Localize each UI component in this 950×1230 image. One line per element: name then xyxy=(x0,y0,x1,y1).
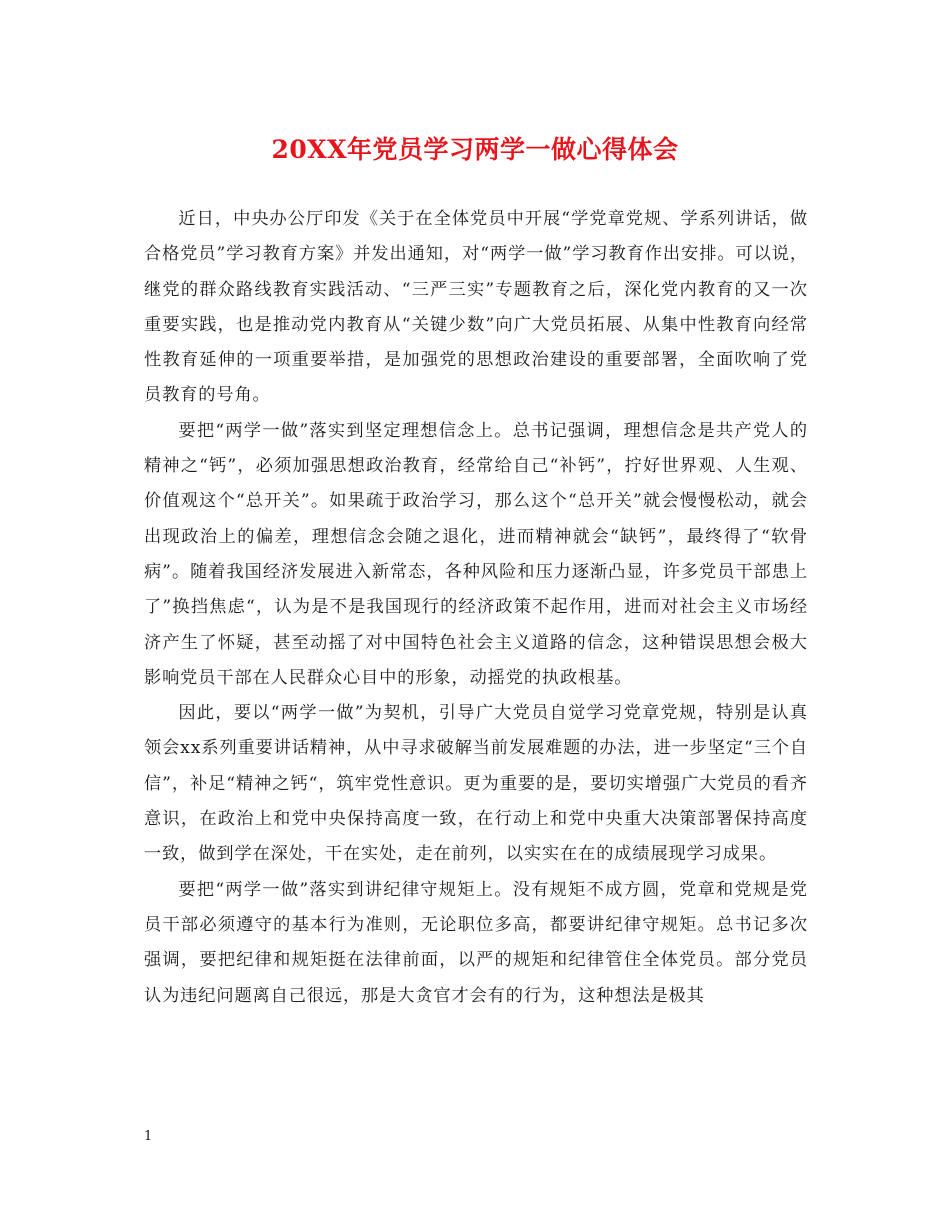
document-title: 20XX年党员学习两学一做心得体会 xyxy=(271,135,679,164)
page-number: 1 xyxy=(144,1129,153,1144)
paragraph: 因此，要以“两学一做”为契机，引导广大党员自觉学习党章党规，特别是认真领会xx系列重要讲话精神，从中寻求破解当前发展难题的办法，进一步坚定“三个自信”，补足“精神之钙“，筑牢党性意识。更为重要的是，要切实增强广大党员的看齐意识，在政治上和党中央保持高度一致，在行动上和党中央重大决策部署保持高度一致，做到学在深处，干在实处，走在前列，以实实在在的成绩展现学习成果。 xyxy=(144,703,808,865)
paragraph: 要把“两学一做”落实到坚定理想信念上。总书记强调，理想信念是共产党人的精神之“钙”，必须加强思想政治教育，经常给自己“补钙”，拧好世界观、人生观、价值观这个“总开关”。如果疏于政治学习，那么这个“总开关”就会慢慢松动，就会出现政治上的偏差，理想信念会随之退化，进而精神就会“缺钙”，最终得了“软骨病”。随着我国经济发展进入新常态，各种风险和压力逐渐凸显，许多党员干部患上了”换挡焦虑“，认为是不是我国现行的经济政策不起作用，进而对社会主义市场经济产生了怀疑，甚至动摇了对中国特色社会主义道路的信念，这种错误思想会极大影响党员干部在人民群众心目中的形象，动摇党的执政根基。 xyxy=(144,420,808,688)
document-body xyxy=(144,202,808,1014)
paragraph: 要把“两学一做”落实到讲纪律守规矩上。没有规矩不成方圆，党章和党规是党员干部必须遵守的基本行为准则，无论职位多高，都要讲纪律守规矩。总书记多次强调，要把纪律和规矩挺在法律前面，以严的规矩和纪律管住全体党员。部分党员认为违纪问题离自己很远，那是大贪官才会有的行为，这种想法是极其 xyxy=(144,879,808,1006)
paragraph: 近日，中央办公厅印发《关于在全体党员中开展“学党章党规、学系列讲话，做合格党员”学习教育方案》并发出通知，对“两学一做”学习教育作出安排。可以说，继党的群众路线教育实践活动、“三严三实”专题教育之后，深化党内教育的又一次重要实践，也是推动党内教育从“关键少数”向广大党员拓展、从集中性教育向经常性教育延伸的一项重要举措，是加强党的思想政治建设的重要部署，全面吹响了党员教育的号角。 xyxy=(144,209,808,406)
